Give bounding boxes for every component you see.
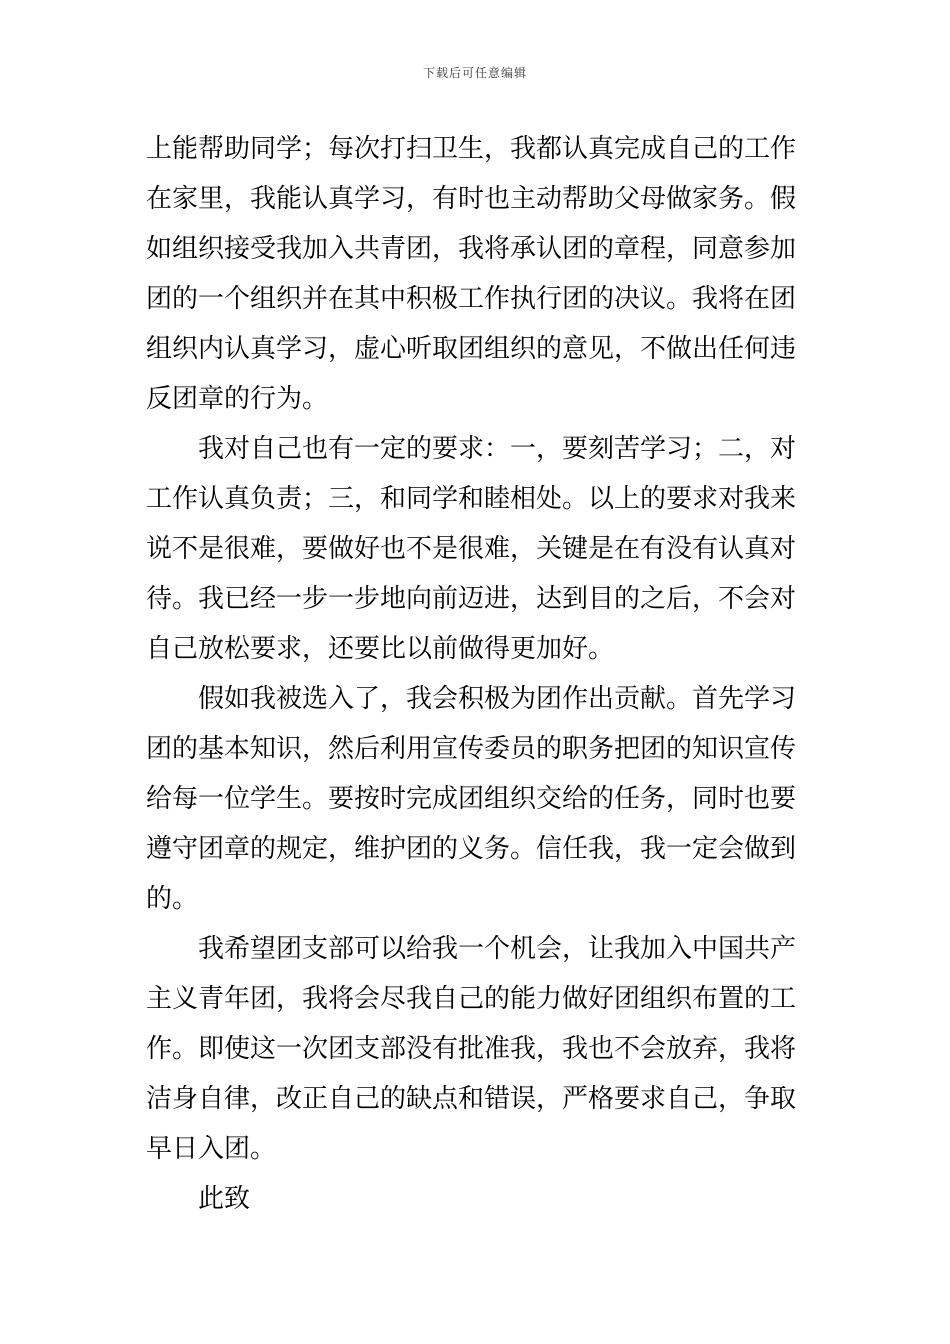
text-line: 在家里，我能认真学习，有时也主动帮助父母做家务。假 bbox=[146, 184, 797, 214]
text-line: 我希望团支部可以给我一个机会，让我加入中国共产 bbox=[198, 934, 797, 964]
text-line: 的。 bbox=[146, 884, 199, 914]
text-line: 遵守团章的规定，维护团的义务。信任我，我一定会做到 bbox=[146, 834, 797, 864]
text-line: 此致 bbox=[198, 1184, 251, 1214]
text-line: 反团章的行为。 bbox=[146, 384, 329, 414]
text-line: 工作认真负责；三，和同学和睦相处。以上的要求对我来 bbox=[146, 484, 797, 514]
text-line: 上能帮助同学；每次打扫卫生，我都认真完成自己的工作 bbox=[146, 134, 797, 164]
text-line: 主义青年团，我将会尽我自己的能力做好团组织布置的工 bbox=[146, 984, 797, 1014]
text-line: 如组织接受我加入共青团，我将承认团的章程，同意参加 bbox=[146, 234, 797, 264]
text-line: 作。即使这一次团支部没有批准我，我也不会放弃，我将 bbox=[146, 1034, 797, 1064]
text-line: 待。我已经一步一步地向前迈进，达到目的之后，不会对 bbox=[146, 584, 797, 614]
text-line: 假如我被选入了，我会积极为团作出贡献。首先学习 bbox=[198, 684, 797, 714]
text-line: 我对自己也有一定的要求：一，要刻苦学习；二，对 bbox=[198, 434, 797, 464]
text-line: 早日入团。 bbox=[146, 1134, 277, 1164]
text-line: 组织内认真学习，虚心听取团组织的意见，不做出任何违 bbox=[146, 334, 797, 364]
text-line: 说不是很难，要做好也不是很难，关键是在有没有认真对 bbox=[146, 534, 797, 564]
text-line: 洁身自律，改正自己的缺点和错误，严格要求自己，争取 bbox=[146, 1084, 797, 1114]
text-line: 团的一个组织并在其中积极工作执行团的决议。我将在团 bbox=[146, 284, 797, 314]
document-body bbox=[146, 124, 808, 1224]
text-line: 自己放松要求，还要比以前做得更加好。 bbox=[146, 634, 615, 664]
page-header: 下载后可任意编辑 bbox=[422, 66, 527, 80]
text-line: 给每一位学生。要按时完成团组织交给的任务，同时也要 bbox=[146, 784, 797, 814]
text-line: 团的基本知识，然后利用宣传委员的职务把团的知识宣传 bbox=[146, 734, 797, 764]
